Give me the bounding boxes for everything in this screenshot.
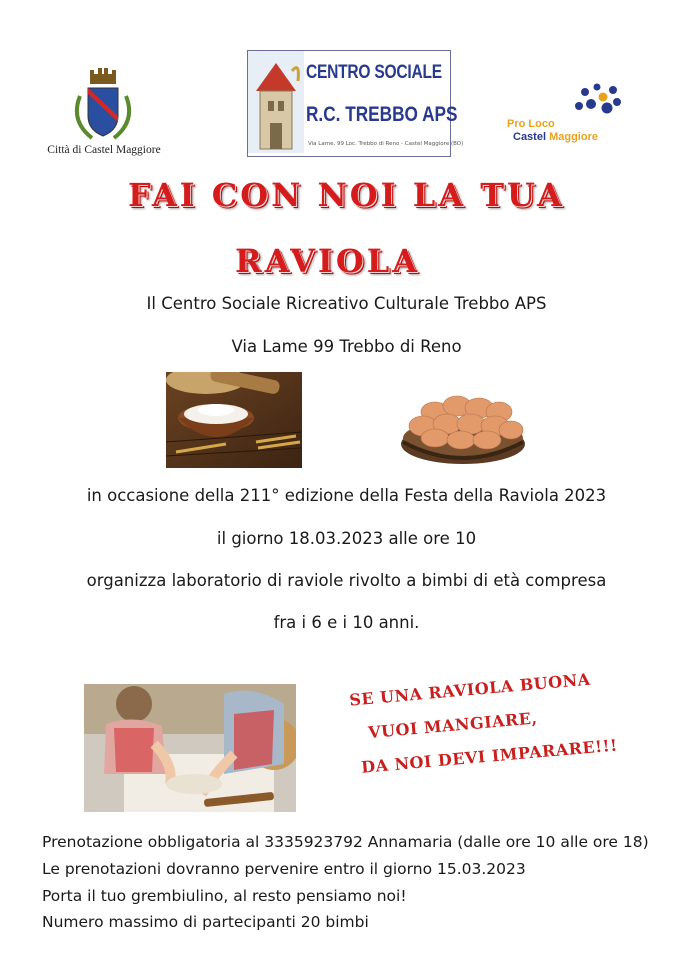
eggs-basket-photo (395, 384, 530, 469)
info-max: Numero massimo di partecipanti 20 bimbi (42, 913, 369, 931)
proloco-castel: Castel (513, 131, 550, 143)
centro-logo-line1: CENTRO SOCIALE (306, 62, 442, 83)
centro-logo-address: Via Lame, 99 Loc. Trebbo di Reno - Castel Maggiore (BO) (308, 141, 464, 147)
proloco-line1: Pro Loco (507, 118, 555, 130)
proloco-logo (505, 80, 625, 150)
title-line1: FAI CON NOI LA TUA (128, 176, 565, 214)
centro-logo-line2: R.C. TREBBO APS (306, 103, 458, 126)
event-occasion: in occasione della 211° edizione della Festa della Raviola 2023 (86, 486, 607, 505)
flour-bowl-photo (166, 372, 302, 468)
centro-sociale-logo (247, 50, 464, 157)
event-ages: fra i 6 e i 10 anni. (273, 613, 420, 632)
proloco-maggiore: Maggiore (549, 131, 598, 143)
organizer-address: Via Lame 99 Trebbo di Reno (231, 337, 462, 356)
organizer-name: Il Centro Sociale Ricreativo Culturale Trebbo APS (146, 294, 547, 313)
proloco-line2 (513, 131, 598, 143)
info-apron: Porta il tuo grembiulino, al resto pensiamo noi! (42, 887, 407, 905)
tower-icon (248, 51, 304, 153)
event-description: organizza laboratorio di raviole rivolto a bimbi di età compresa (86, 571, 607, 590)
dots-icon (505, 80, 625, 120)
info-deadline: Le prenotazioni dovranno pervenire entro il giorno 15.03.2023 (42, 860, 526, 878)
slogan-line2: VUOI MANGIARE, (367, 708, 539, 743)
info-booking: Prenotazione obbligatoria al 3335923792 Annamaria (dalle ore 10 alle ore 18) (42, 833, 649, 851)
slogan (333, 648, 619, 801)
city-logo (40, 66, 165, 160)
title-line2: RAVIOLA (235, 242, 421, 280)
slogan-line3: DA NOI DEVI IMPARARE!!! (360, 735, 619, 777)
event-date: il giorno 18.03.2023 alle ore 10 (216, 529, 477, 548)
city-name: Città di Castel Maggiore (47, 144, 161, 156)
coat-of-arms-icon (40, 66, 165, 144)
kids-cooking-photo (84, 684, 296, 812)
slogan-line1: SE UNA RAVIOLA BUONA (348, 669, 592, 710)
